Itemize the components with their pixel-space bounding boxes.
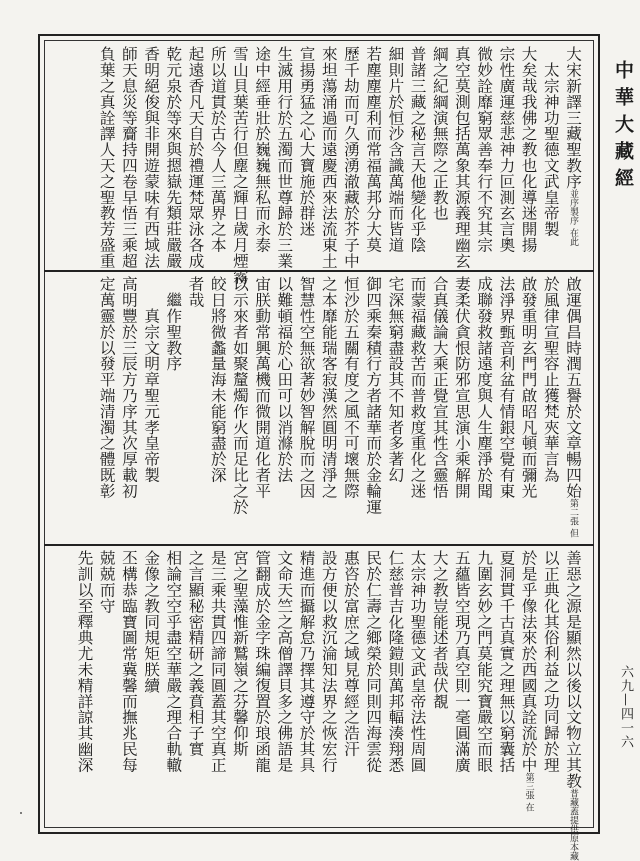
text-column [429,46,451,268]
text-column [517,550,539,822]
column-text: 惠咨於富庶之域見尊經之浩汗 [341,550,360,757]
text-column [473,46,495,268]
column-text: 所以道貫於古今人三萬界之本 [208,46,227,253]
text-column [473,276,495,540]
text-column [540,276,562,540]
text-column [562,276,584,540]
text-column [140,46,162,268]
text-column [384,46,406,268]
text-column [96,46,118,268]
text-column [429,276,451,540]
column-text: 大宋新譯三藏聖教序 [564,46,582,190]
text-column [295,550,317,822]
text-column [295,276,317,540]
collection-title: 中華大藏經 [612,60,634,195]
column-text: 五蘊皆空現乃真空則一毫圓滿廣 [452,550,471,773]
column-text: 細則片於恒沙含識萬端而皆道 [386,46,405,253]
column-annotation: 並序製序 在此 [568,189,578,246]
column-text: 定萬靈於以發平端清濁之體既彰 [97,276,116,499]
text-column [162,46,184,268]
text-column [162,276,184,540]
column-text: 太宗神功聖德文武皇帝製 [541,46,560,237]
text-column [162,550,184,822]
text-column [318,276,340,540]
section-divider-upper [44,270,594,272]
column-text: 皎日將微蠡量海未能窮盡於深 [208,276,227,483]
column-text: 恒沙於五關有度之風不可壞無際 [341,276,360,499]
text-column [340,276,362,540]
text-column [207,276,229,540]
text-column [473,550,495,822]
text-column [451,46,473,268]
column-text: 綱之紀綱演無際之正教也 [430,46,449,221]
column-text: 夏洞貫千古真實之理無以窮囊括 [497,550,516,773]
column-text: 雪山貝葉苦行但塵之輝日歲月煙霧 [230,46,249,285]
text-column [362,46,384,268]
column-text: 者哉 [186,276,205,308]
text-column [251,550,273,822]
column-text: 於是乎像法來於西國真詮流於中 [519,550,538,773]
text-column [118,46,140,268]
column-text: 成聯發救諸遠度與人生塵淨於聞 [475,276,494,499]
text-column [429,550,451,822]
text-section-bottom [56,550,584,861]
column-text: 太宗神功聖德文武皇帝法性周圓 [408,550,427,773]
column-text: 管翻成於金字珠編復置於琅函龍 [253,550,272,773]
column-text: 香明絕俊與非開遊蒙味有西域法 [142,46,161,269]
column-text: 真空莫測包括萬象其源義理幽玄 [452,46,471,269]
text-column [517,276,539,540]
text-column [207,550,229,822]
text-column [406,276,428,540]
column-text: 於風律宣聖容止獲梵夾華言為 [541,276,560,483]
column-text: 起遠香凡天自於禮運梵眾泳各成 [186,46,205,269]
text-column [540,46,562,268]
column-text: 生滅用行於五濁而世尊歸於三業 [275,46,294,269]
column-text: 合真儀論大乘正覺宣其性含靈悟 [430,276,449,499]
column-text: 普諸三藏之秘言天他變化乎陰 [408,46,427,253]
column-text: 宙朕動常興萬機而微開道化者平 [253,276,272,499]
text-column [184,46,206,268]
column-text: 民於仁壽之鄉榮於同則四海雲從 [364,550,383,773]
text-column [229,46,251,285]
text-column [540,550,562,822]
column-text: 智慧性空無欲著妙智解脫而之因 [297,276,316,499]
column-text: 負葉之真詮譯人天之聖教芳盛重 [97,46,116,269]
text-column [251,276,273,540]
column-text: 師天息災等齎持四卷早悟三乘超 [119,46,138,269]
column-text: 來坦蕩涌過而遠慶西來法流東土 [319,46,338,269]
column-text: 設方便以救沉淪知法界之恢宏行 [319,550,338,773]
column-text: 善惡之源是顯然以後以文物立其教 [564,550,582,789]
text-column [96,276,118,540]
column-text: 而蒙福藏救苦而普救度重化之迷 [408,276,427,499]
text-column [273,46,295,268]
column-text: 之本靡能瑞客寂漢然圓明清淨之 [319,276,338,499]
text-column [73,550,95,822]
column-text: 金像之教同規矩朕續 [142,550,161,694]
column-text: 宗性廣運慈悲神力叵測玄言奧 [497,46,516,253]
column-annotation: 第三張 在 [523,772,534,812]
column-text: 大矣哉我佛之教也化導迷開揚 [519,46,538,253]
column-text: 大之教豈能述者哉伏覩 [430,550,449,709]
column-text: 歷千劫而可久湧湧澈藏於芥子中 [341,46,360,269]
column-text: 法淨界甄音利盆有情銀空覺有東 [497,276,516,499]
column-text: 九圍玄妙之門莫能究寶嚴空而眼 [475,550,494,773]
text-column [406,550,428,822]
column-text: 文命天竺之高僧譯貝多之佛語是 [275,550,294,773]
text-column [96,550,118,822]
column-text: 真宗文明章聖元孝皇帝製 [142,276,161,483]
text-section-middle [56,276,584,540]
column-text: 仁慈普吉化隆鎧則萬邦輻湊翔悉 [386,550,405,773]
column-text: 兢兢而守 [97,550,116,614]
text-column [318,46,340,268]
text-column [384,276,406,540]
text-column [273,550,295,822]
column-text: 先訓以至釋典尤未精詳諒其幽深 [75,550,94,773]
column-text: 微妙詮靡窮眾善奉行不究其宗 [475,46,494,253]
column-text: 若塵塵塵利而常福萬邦分大莫 [364,46,383,253]
column-text: 繼作聖教序 [164,276,183,372]
text-section-top [56,46,584,285]
text-column [562,46,584,268]
page-number: 六九—四一六 [618,665,633,749]
column-text: 宮之聖藻惟新鷲嶺之芬馨仰斯 [230,550,249,757]
text-column [140,550,162,822]
text-column [340,46,362,268]
text-column [140,276,162,540]
text-column [118,276,140,540]
text-column [362,276,384,540]
column-text: 途中經垂壯於巍巍無私而永泰 [253,46,272,253]
text-column [340,550,362,822]
column-text: 以示來者如聚釐燭作火而足比之於 [230,276,249,515]
text-column [495,46,517,268]
column-text: 高明豐於三辰方乃序其次厚載初 [119,276,138,499]
column-text: 宣揚勇猛之心大寶施於群迷 [297,46,316,237]
text-column [207,46,229,268]
text-column [184,276,206,540]
section-divider-lower [44,544,594,546]
paper-speck [20,812,22,814]
column-text: 啟發重明玄門門啟昭凡頓而彌光 [519,276,538,499]
text-column [495,550,517,822]
column-text: 丕構恭臨寶圖常冀馨而撫兆民每 [119,550,138,773]
column-text: 以難頓福於心田可以消滌於法 [275,276,294,483]
text-column [517,46,539,268]
column-text: 妻柔伏貪恨防邪宣思演小乘解開 [452,276,471,499]
column-text: 是三乘共貫四諦同圓蓋其空真正 [208,550,227,773]
text-column [229,276,251,540]
column-text: 乾元泉於等來與摁嶽先類莊嚴嚴 [164,46,183,269]
text-column [118,550,140,822]
text-column [362,550,384,822]
column-text: 精進而攝解怠乃擇其遵守於其具 [297,550,316,773]
column-text: 御四乘秦積行方者諸華而於金輪運 [364,276,383,515]
text-column [495,276,517,540]
column-text: 宅深無窮盡設其不知者多著幻 [386,276,405,483]
text-column [451,550,473,822]
text-column [229,550,251,822]
text-column [273,276,295,540]
text-column [251,46,273,268]
text-column [184,550,206,822]
column-text: 之言顯秘密精研之義賁相子實 [186,550,205,757]
column-annotation: 第二張 但 [568,498,578,538]
column-text: 相論空空乎盡空華嚴之理合軌轍 [164,550,183,773]
text-column [318,550,340,822]
column-text: 啟運偶昌時潤五譽於文章暢四始 [564,276,582,499]
text-column [451,276,473,540]
text-column [406,46,428,268]
column-text: 以正典化其俗利益之功同歸於理 [541,550,560,773]
text-column [562,550,584,861]
text-column [295,46,317,268]
text-column [384,550,406,822]
column-annotation: 普藏蓋提供原本藏 [568,788,578,861]
